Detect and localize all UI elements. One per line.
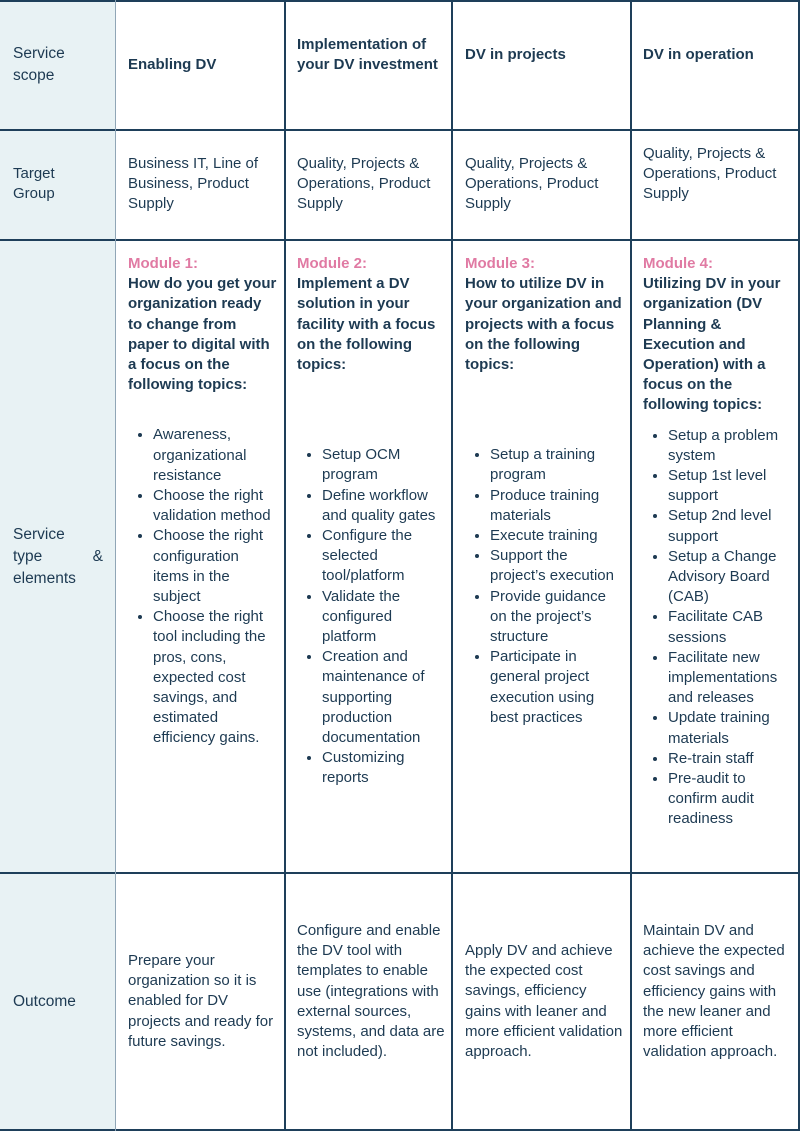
label-word: type xyxy=(13,548,43,565)
module-label: Module 2: xyxy=(297,255,367,272)
list-item: • Define workflow and quality gates xyxy=(322,486,447,526)
module-question: How to utilize DV in your organization and projects with a focus on the following topics: xyxy=(465,275,622,374)
scope-enabling-dv: Enabling DV xyxy=(128,56,217,73)
row-divider xyxy=(0,239,800,241)
table-border-right xyxy=(798,0,800,1131)
module-4-cell xyxy=(643,254,793,830)
list-item: • Setup 2nd level support xyxy=(668,506,793,546)
topic-list xyxy=(465,445,625,728)
module-question: Implement a DV solution in your facility with a focus on the following topics: xyxy=(297,275,436,374)
column-divider xyxy=(451,0,453,1131)
list-item: • Re-train staff xyxy=(668,749,793,769)
outcome-3: Apply DV and achieve the expected cost savings, efficiency gains with leaner and more efficient validation approach. xyxy=(465,942,623,1061)
row-label-target-group: Target Group xyxy=(13,165,55,202)
list-item: • Provide guidance on the project’s structure xyxy=(490,587,625,648)
list-item: • Choose the right configuration items in the subject xyxy=(153,526,278,607)
row-label-service-scope: Service scope xyxy=(13,45,65,84)
scope-dv-in-operation: DV in operation xyxy=(643,46,754,63)
list-item: • Pre-audit to confirm audit readiness xyxy=(668,769,793,830)
target-group-2: Quality, Projects & Operations, Product Supply xyxy=(297,155,431,213)
row-label-outcome: Outcome xyxy=(13,993,76,1010)
column-divider xyxy=(630,0,632,1131)
topic-list xyxy=(128,425,278,748)
scope-implementation: Implementation of your DV investment xyxy=(297,36,438,74)
row-label-service-type xyxy=(13,524,103,590)
target-group-4: Quality, Projects & Operations, Product Supply xyxy=(643,145,777,203)
module-question: Utilizing DV in your organization (DV Planning & Execution and Operation) with a focus on the following topics: xyxy=(643,275,781,414)
list-item: • Facilitate new implementations and releases xyxy=(668,648,793,709)
row-divider xyxy=(0,872,800,874)
list-item: • Setup a training program xyxy=(490,445,625,485)
list-item: • Setup OCM program xyxy=(322,445,447,485)
label-word: & xyxy=(92,548,103,565)
list-item: • Validate the configured platform xyxy=(322,587,447,648)
module-label: Module 4: xyxy=(643,255,713,272)
scope-dv-in-projects: DV in projects xyxy=(465,46,566,63)
module-2-cell xyxy=(297,254,447,789)
target-group-3: Quality, Projects & Operations, Product Supply xyxy=(465,155,599,213)
label-line xyxy=(13,546,103,568)
list-item: • Configure the selected tool/platform xyxy=(322,526,447,587)
list-item: • Participate in general project execution using best practices xyxy=(490,647,625,728)
label-line: elements xyxy=(13,570,76,587)
module-3-cell xyxy=(465,254,625,728)
outcome-2: Configure and enable the DV tool with templates to enable use (integrations with external sources, systems, and data are not included). xyxy=(297,922,445,1061)
list-item: • Awareness, organizational resistance xyxy=(153,425,278,486)
module-label: Module 1: xyxy=(128,255,198,272)
table-border-top xyxy=(0,0,800,2)
column-divider xyxy=(284,0,286,1131)
list-item: • Customizing reports xyxy=(322,748,447,788)
target-group-1: Business IT, Line of Business, Product Supply xyxy=(128,155,259,213)
outcome-4: Maintain DV and achieve the expected cost savings and efficiency gains with the new leaner and more efficient validation approach. xyxy=(643,922,785,1061)
list-item: • Setup a problem system xyxy=(668,426,793,466)
module-label: Module 3: xyxy=(465,255,535,272)
table-border-bottom xyxy=(0,1129,800,1131)
list-item: • Creation and maintenance of supporting production documentation xyxy=(322,647,447,748)
list-item: • Choose the right tool including the pros, cons, expected cost savings, and estimated efficiency gains. xyxy=(153,607,278,748)
list-item: • Choose the right validation method xyxy=(153,486,278,526)
module-1-cell xyxy=(128,254,278,749)
row-divider xyxy=(0,129,800,131)
list-item: • Execute training xyxy=(490,526,625,546)
list-item: • Produce training materials xyxy=(490,486,625,526)
list-item: • Update training materials xyxy=(668,708,793,748)
topic-list xyxy=(643,426,793,830)
outcome-1: Prepare your organization so it is enabled for DV projects and ready for future savings. xyxy=(128,952,274,1050)
label-line: Service xyxy=(13,526,65,543)
list-item: • Setup a Change Advisory Board (CAB) xyxy=(668,547,793,608)
column-divider xyxy=(115,0,116,1131)
list-item: • Support the project’s execution xyxy=(490,546,625,586)
topic-list xyxy=(297,445,447,788)
list-item: • Setup 1st level support xyxy=(668,466,793,506)
module-question: How do you get your organization ready to change from paper to digital with a focus on the following topics: xyxy=(128,275,277,394)
list-item: • Facilitate CAB sessions xyxy=(668,607,793,647)
